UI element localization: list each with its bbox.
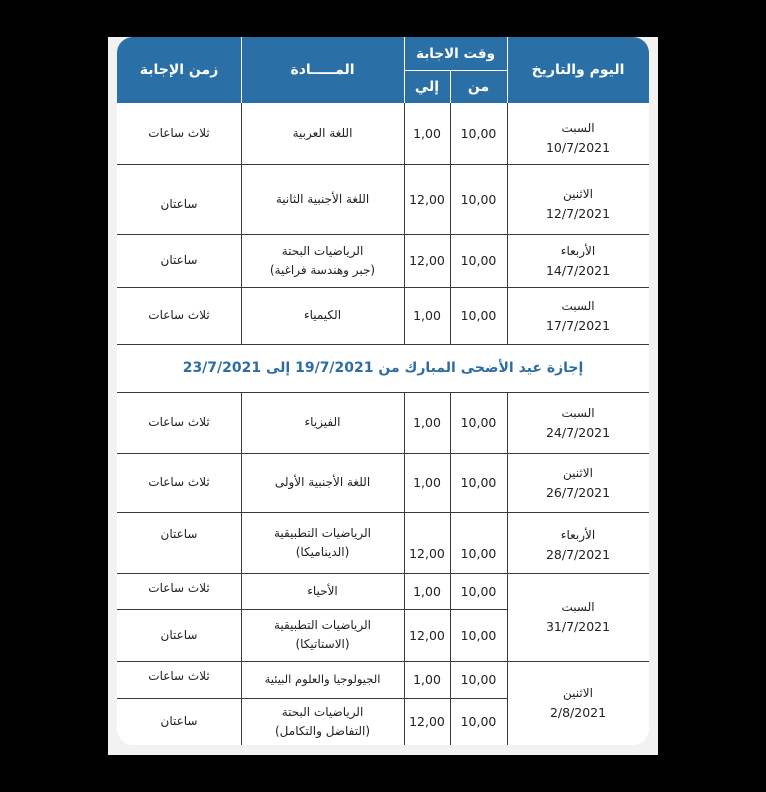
duration-label: ثلاث ساعات [148, 126, 210, 140]
table-row-date-cell [507, 512, 649, 573]
duration-label: ساعتان [160, 527, 198, 541]
table-row-date-cell [507, 287, 649, 344]
date-label: 14/7/2021 [545, 262, 611, 278]
from-time: 10,00 [460, 126, 497, 141]
date-label: 10/7/2021 [545, 139, 611, 155]
to-time: 1,00 [413, 308, 441, 323]
day-label: الاثنين [563, 465, 593, 480]
from-time: 10,00 [460, 475, 497, 490]
subject-sublabel: (جبر وهندسة فراغية) [269, 262, 376, 277]
subject-cell [241, 164, 404, 234]
from-time: 10,00 [460, 546, 497, 561]
to-time: 12,00 [409, 546, 445, 561]
date-label: 17/7/2021 [545, 317, 611, 333]
from-time: 10,00 [460, 672, 497, 687]
table-row-date-cell [507, 234, 649, 287]
to-time: 12,00 [409, 191, 445, 207]
day-label: الاثنين [563, 187, 593, 201]
day-label: السبت [561, 600, 595, 614]
day-label: السبت [561, 120, 595, 135]
header-duration: زمن الإجابة [117, 37, 241, 103]
subject-label: اللغة الأجنبية الثانية [275, 191, 370, 206]
subject-cell [241, 392, 404, 453]
duration-label: ساعتان [160, 253, 198, 267]
duration-label: ساعتان [160, 627, 198, 642]
date-label: 24/7/2021 [545, 424, 611, 440]
date-label: 28/7/2021 [545, 546, 611, 562]
duration-label: ثلاث ساعات [148, 308, 210, 322]
from-time: 10,00 [460, 308, 497, 323]
header-divider [507, 37, 508, 103]
subject-label: الأحياء [307, 583, 338, 598]
from-time: 10,00 [460, 191, 497, 207]
date-label: 12/7/2021 [545, 206, 611, 221]
subject-label: الرياضيات التطبيقية [274, 525, 372, 540]
subject-cell [241, 573, 404, 609]
subject-cell [241, 609, 404, 661]
subject-cell [241, 698, 404, 745]
from-time: 10,00 [460, 714, 497, 729]
to-time: 1,00 [413, 415, 441, 430]
holiday-notice: إجازة عيد الأضحى المبارك من 19/7/2021 إلى 23/7/2021 [182, 360, 584, 376]
date-label: 2/8/2021 [549, 705, 607, 720]
day-label: الاثنين [563, 686, 593, 700]
duration-label: ثلاث ساعات [148, 415, 210, 429]
exam-schedule-table [117, 37, 649, 745]
subject-label: الكيمياء [303, 308, 342, 322]
header-subject: المـــــادة [241, 37, 404, 103]
subject-cell [241, 661, 404, 698]
subject-label: اللغة الأجنبية الأولى [274, 475, 371, 489]
date-label: 26/7/2021 [545, 484, 611, 500]
subject-label: الرياضيات البحتة [281, 704, 364, 719]
from-time: 10,00 [460, 253, 497, 268]
header-answer-time: وقت الاجابة [404, 37, 507, 70]
to-time: 12,00 [409, 627, 445, 643]
duration-label: ساعتان [160, 196, 198, 211]
duration-label: ثلاث ساعات [148, 668, 210, 683]
header-divider [404, 70, 507, 71]
subject-label: الفيزياء [304, 415, 341, 429]
table-row-date-cell [507, 661, 649, 745]
to-time: 12,00 [409, 714, 445, 729]
subject-sublabel: (الديناميكا) [295, 544, 350, 559]
day-label: السبت [561, 298, 595, 313]
header-divider [450, 70, 451, 103]
subject-cell [241, 103, 404, 164]
subject-label: الرياضيات البحتة [281, 243, 364, 258]
table-row-date-cell [507, 164, 649, 234]
table-row-date-cell [507, 573, 649, 661]
subject-sublabel: (الاستاتيكا) [295, 637, 350, 651]
subject-cell [241, 512, 404, 573]
header-day-date: اليوم والتاريخ [507, 37, 649, 103]
subject-cell [241, 287, 404, 344]
subject-label: اللغة العربية [292, 126, 353, 140]
to-time: 1,00 [413, 583, 441, 599]
table-row-date-cell [507, 103, 649, 164]
to-time: 1,00 [413, 475, 441, 490]
header-divider [241, 37, 242, 103]
to-time: 12,00 [409, 253, 445, 268]
duration-label: ساعتان [160, 714, 198, 728]
table-row-date-cell [507, 453, 649, 512]
table-row-date-cell [507, 392, 649, 453]
subject-label: الرياضيات التطبيقية [274, 618, 372, 632]
subject-cell [241, 234, 404, 287]
duration-label: ثلاث ساعات [148, 475, 210, 489]
subject-sublabel: (التفاضل والتكامل) [275, 723, 370, 738]
day-label: السبت [561, 405, 595, 420]
from-time: 10,00 [460, 627, 497, 643]
subject-cell [241, 453, 404, 512]
day-label: الأربعاء [560, 243, 596, 258]
from-time: 10,00 [460, 415, 497, 430]
to-time: 1,00 [413, 126, 441, 141]
day-label: الأربعاء [560, 527, 596, 542]
subject-label: الجيولوجيا والعلوم البيئية [264, 672, 381, 686]
grid-line [117, 344, 649, 345]
schedule-sheet [108, 37, 658, 755]
date-label: 31/7/2021 [545, 619, 611, 634]
header-from: من [450, 70, 507, 103]
from-time: 10,00 [460, 583, 497, 599]
header-to: إلي [404, 70, 450, 103]
to-time: 1,00 [413, 672, 441, 687]
duration-label: ثلاث ساعات [148, 580, 210, 595]
